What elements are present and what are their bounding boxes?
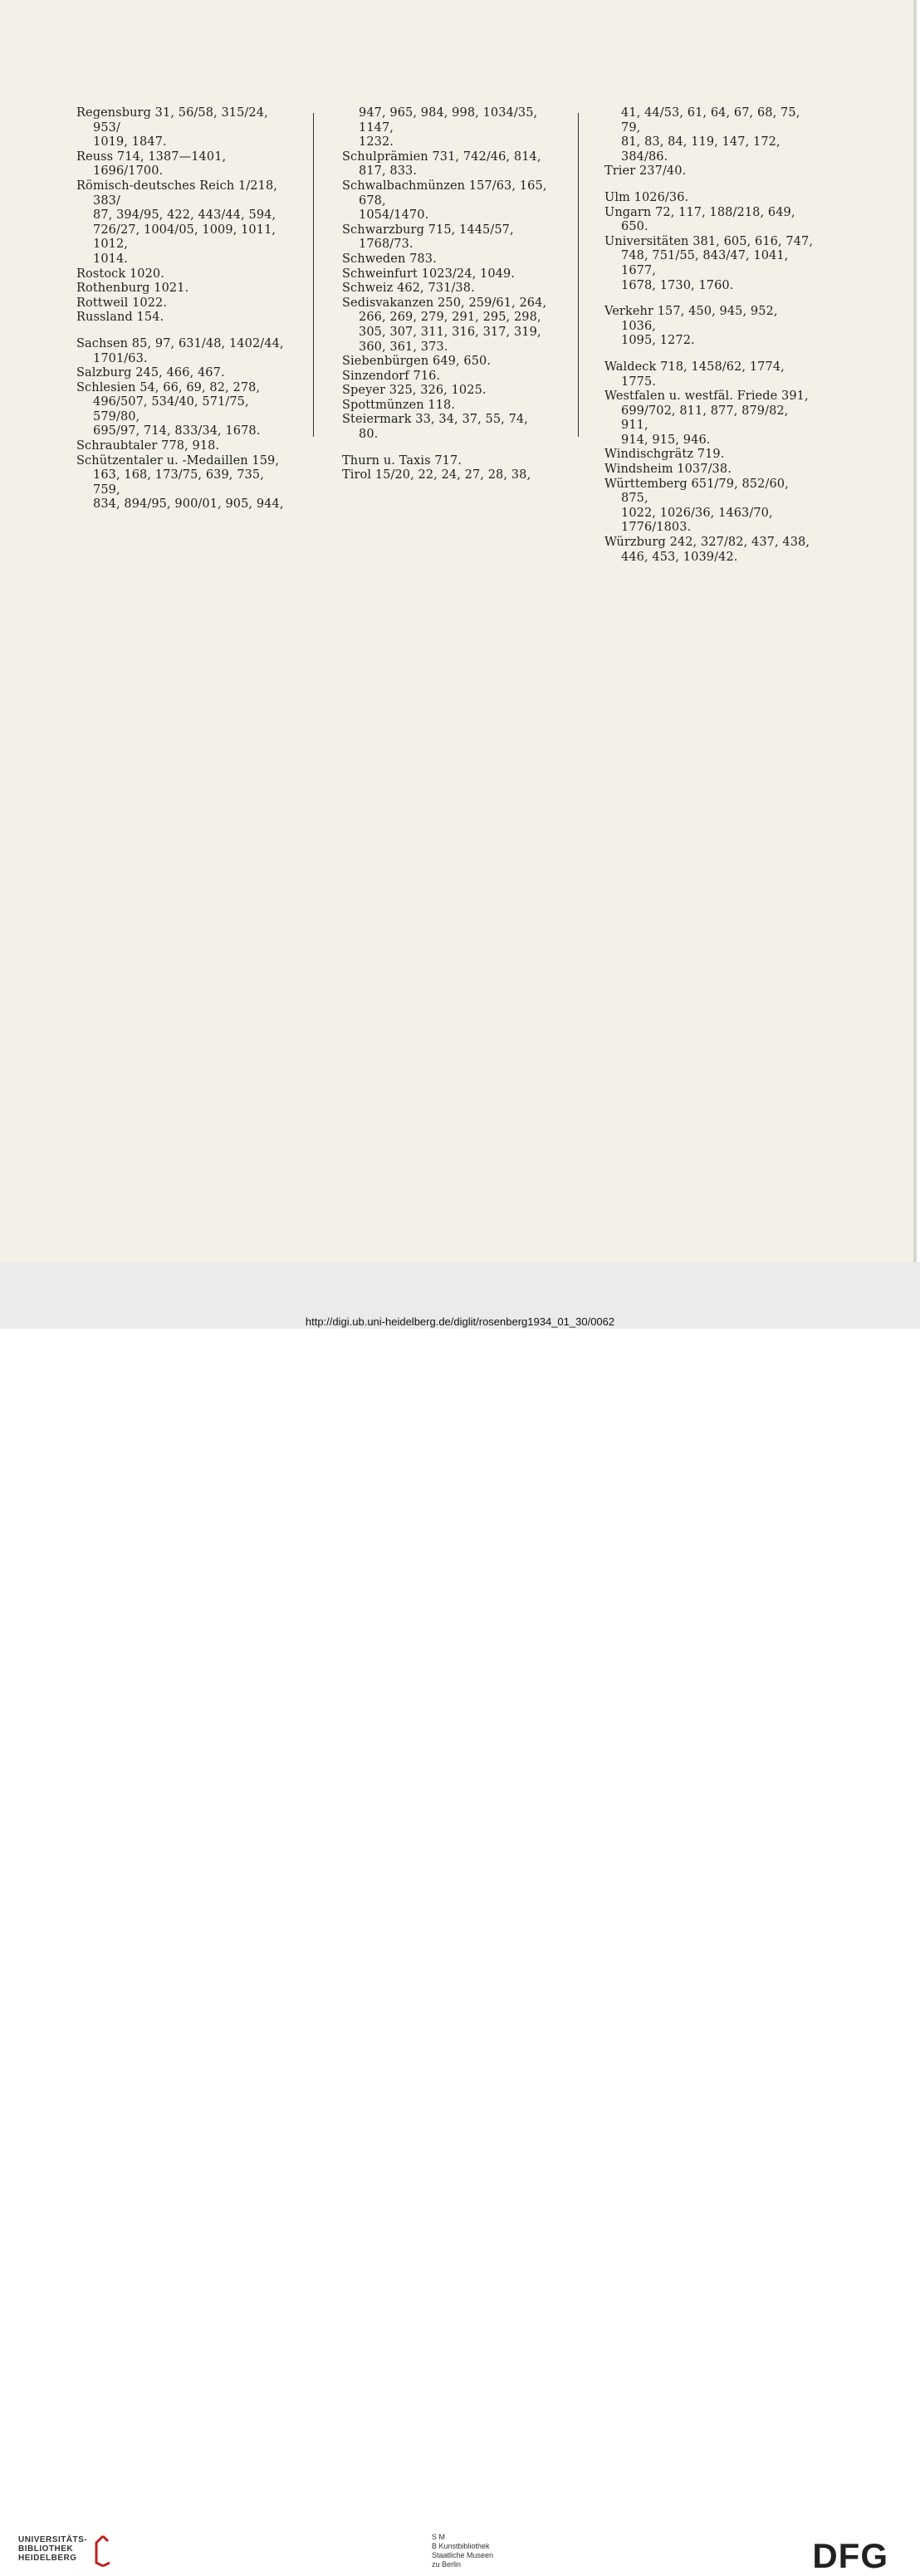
index-entry: Steiermark 33, 34, 37, 55, 74, 80. xyxy=(342,413,528,442)
section-gap xyxy=(604,349,814,360)
index-entry: Schützentaler u. -Medaillen 159, xyxy=(76,453,280,468)
index-entry-continuation: 1014. xyxy=(93,252,129,266)
index-entry-continuation: 87, 394/95, 422, 443/44, 594, xyxy=(93,208,276,223)
index-entry-continuation: 496/507, 534/40, 571/75, 579/80, xyxy=(93,395,249,424)
index-entry-continuation: 834, 894/95, 900/01, 905, 944, xyxy=(93,497,284,512)
index-entry-continuation: 1701/63. xyxy=(93,351,148,365)
index-entry: Salzburg 245, 466, 467. xyxy=(76,366,225,380)
index-entry: Waldeck 718, 1458/62, 1774, 1775. xyxy=(604,360,785,389)
index-column-2 xyxy=(342,106,550,483)
smb-kunstbibliothek-logo[interactable]: S M B Kunstbibliothek Staatliche Museen zu Berlin xyxy=(432,2533,494,2569)
index-entry: Westfalen u. westfäl. Friede 391, xyxy=(604,389,809,404)
index-entry: Sachsen 85, 97, 631/48, 1402/44, xyxy=(76,336,284,350)
index-entry-continuation: 360, 361, 373. xyxy=(359,340,448,354)
index-entry-continuation: 446, 453, 1039/42. xyxy=(621,550,738,564)
index-entry-continuation: 726/27, 1004/05, 1009, 1011, 1012, xyxy=(93,223,276,252)
section-gap xyxy=(604,293,814,305)
index-entry-continuation: 163, 168, 173/75, 639, 735, 759, xyxy=(93,468,264,497)
index-entry: 41, 44/53, 61, 64, 67, 68, 75, 79, xyxy=(621,106,800,135)
index-column-3 xyxy=(604,106,814,565)
index-entry-continuation: 695/97, 714, 833/34, 1678. xyxy=(93,424,261,438)
index-column-1 xyxy=(76,106,294,512)
index-entry-continuation: 1232. xyxy=(359,135,394,149)
index-entry-continuation: 748, 751/55, 843/47, 1041, 1677, xyxy=(621,249,789,277)
index-entry: 947, 965, 984, 998, 1034/35, 1147, xyxy=(359,106,538,135)
index-entry: Ulm 1026/36. xyxy=(604,190,689,204)
index-entry-continuation: 305, 307, 311, 316, 317, 319, xyxy=(359,325,541,339)
index-entry: Rostock 1020. xyxy=(76,267,164,281)
index-entry-continuation: 914, 915, 946. xyxy=(621,433,711,447)
index-entry: Windsheim 1037/38. xyxy=(604,463,732,477)
index-entry-continuation: 817, 833. xyxy=(359,164,418,179)
column-rule xyxy=(313,113,314,437)
index-entry: Sinzendorf 716. xyxy=(342,369,441,383)
scanned-page xyxy=(0,0,917,1262)
index-entry: Würzburg 242, 327/82, 437, 438, xyxy=(604,536,810,550)
index-entry: Ungarn 72, 117, 188/218, 649, 650. xyxy=(604,205,795,234)
index-entry: Russland 154. xyxy=(76,311,164,325)
index-entry: Schweiz 462, 731/38. xyxy=(342,282,475,296)
index-entry: Rottweil 1022. xyxy=(76,296,168,310)
index-entry: Schwalbachmünzen 157/63, 165, 678, xyxy=(342,179,547,208)
index-entry-continuation: 266, 269, 279, 291, 295, 298, xyxy=(359,311,541,325)
permalink-url[interactable]: http://digi.ub.uni-heidelberg.de/diglit/rosenberg1934_01_30/0062 xyxy=(305,1315,615,1328)
index-entry: Schraubtaler 778, 918. xyxy=(76,439,220,453)
section-gap xyxy=(76,326,294,337)
index-entry: Verkehr 157, 450, 945, 952, 1036, xyxy=(604,305,778,333)
index-entry-continuation: 1054/1470. xyxy=(359,208,429,223)
index-entry: Trier 237/40. xyxy=(604,164,687,179)
index-entry: Reuss 714, 1387—1401, 1696/1700. xyxy=(76,149,227,179)
index-entry: Württemberg 651/79, 852/60, 875, xyxy=(604,477,789,506)
index-entry: Tirol 15/20, 22, 24, 27, 28, 38, xyxy=(342,468,531,482)
index-entry-continuation: 81, 83, 84, 119, 147, 172, 384/86. xyxy=(621,135,781,164)
index-entry: Regensburg 31, 56/58, 315/24, 953/ xyxy=(76,106,268,135)
index-entry: Speyer 325, 326, 1025. xyxy=(342,384,487,398)
section-gap xyxy=(604,179,814,191)
library-emblem-icon xyxy=(93,2534,111,2568)
index-entry: Rothenburg 1021. xyxy=(76,282,189,296)
university-library-logo[interactable]: UNIVERSITÄTS- BIBLIOTHEK HEIDELBERG xyxy=(18,2535,88,2563)
index-entry: Universitäten 381, 605, 616, 747, xyxy=(604,234,814,248)
page-edge xyxy=(913,0,917,1262)
dfg-logo[interactable]: DFG xyxy=(812,2536,888,2575)
index-entry: Siebenbürgen 649, 650. xyxy=(342,355,492,369)
column-rule xyxy=(578,113,579,437)
index-entry: Schulprämien 731, 742/46, 814, xyxy=(342,149,541,164)
index-entry: Thurn u. Taxis 717. xyxy=(342,453,462,468)
index-entry-continuation: 699/702, 811, 877, 879/82, 911, xyxy=(621,404,789,433)
index-entry: Schlesien 54, 66, 69, 82, 278, xyxy=(76,380,261,394)
index-entry: Römisch-deutsches Reich 1/218, 383/ xyxy=(76,179,277,208)
index-entry-continuation: 1095, 1272. xyxy=(621,334,695,348)
index-entry: Spottmünzen 118. xyxy=(342,398,456,412)
index-entry-continuation: 1022, 1026/36, 1463/70, 1776/1803. xyxy=(621,506,773,535)
index-entry: Sedisvakanzen 250, 259/61, 264, xyxy=(342,296,547,310)
index-entry: Schweden 783. xyxy=(342,252,437,266)
index-entry-continuation: 1678, 1730, 1760. xyxy=(621,278,734,292)
index-entry-continuation: 1019, 1847. xyxy=(93,135,167,149)
index-entry: Schwarzburg 715, 1445/57, 1768/73. xyxy=(342,223,514,252)
index-entry: Schweinfurt 1023/24, 1049. xyxy=(342,267,515,281)
index-entry: Windischgrätz 719. xyxy=(604,448,725,462)
section-gap xyxy=(342,443,550,454)
